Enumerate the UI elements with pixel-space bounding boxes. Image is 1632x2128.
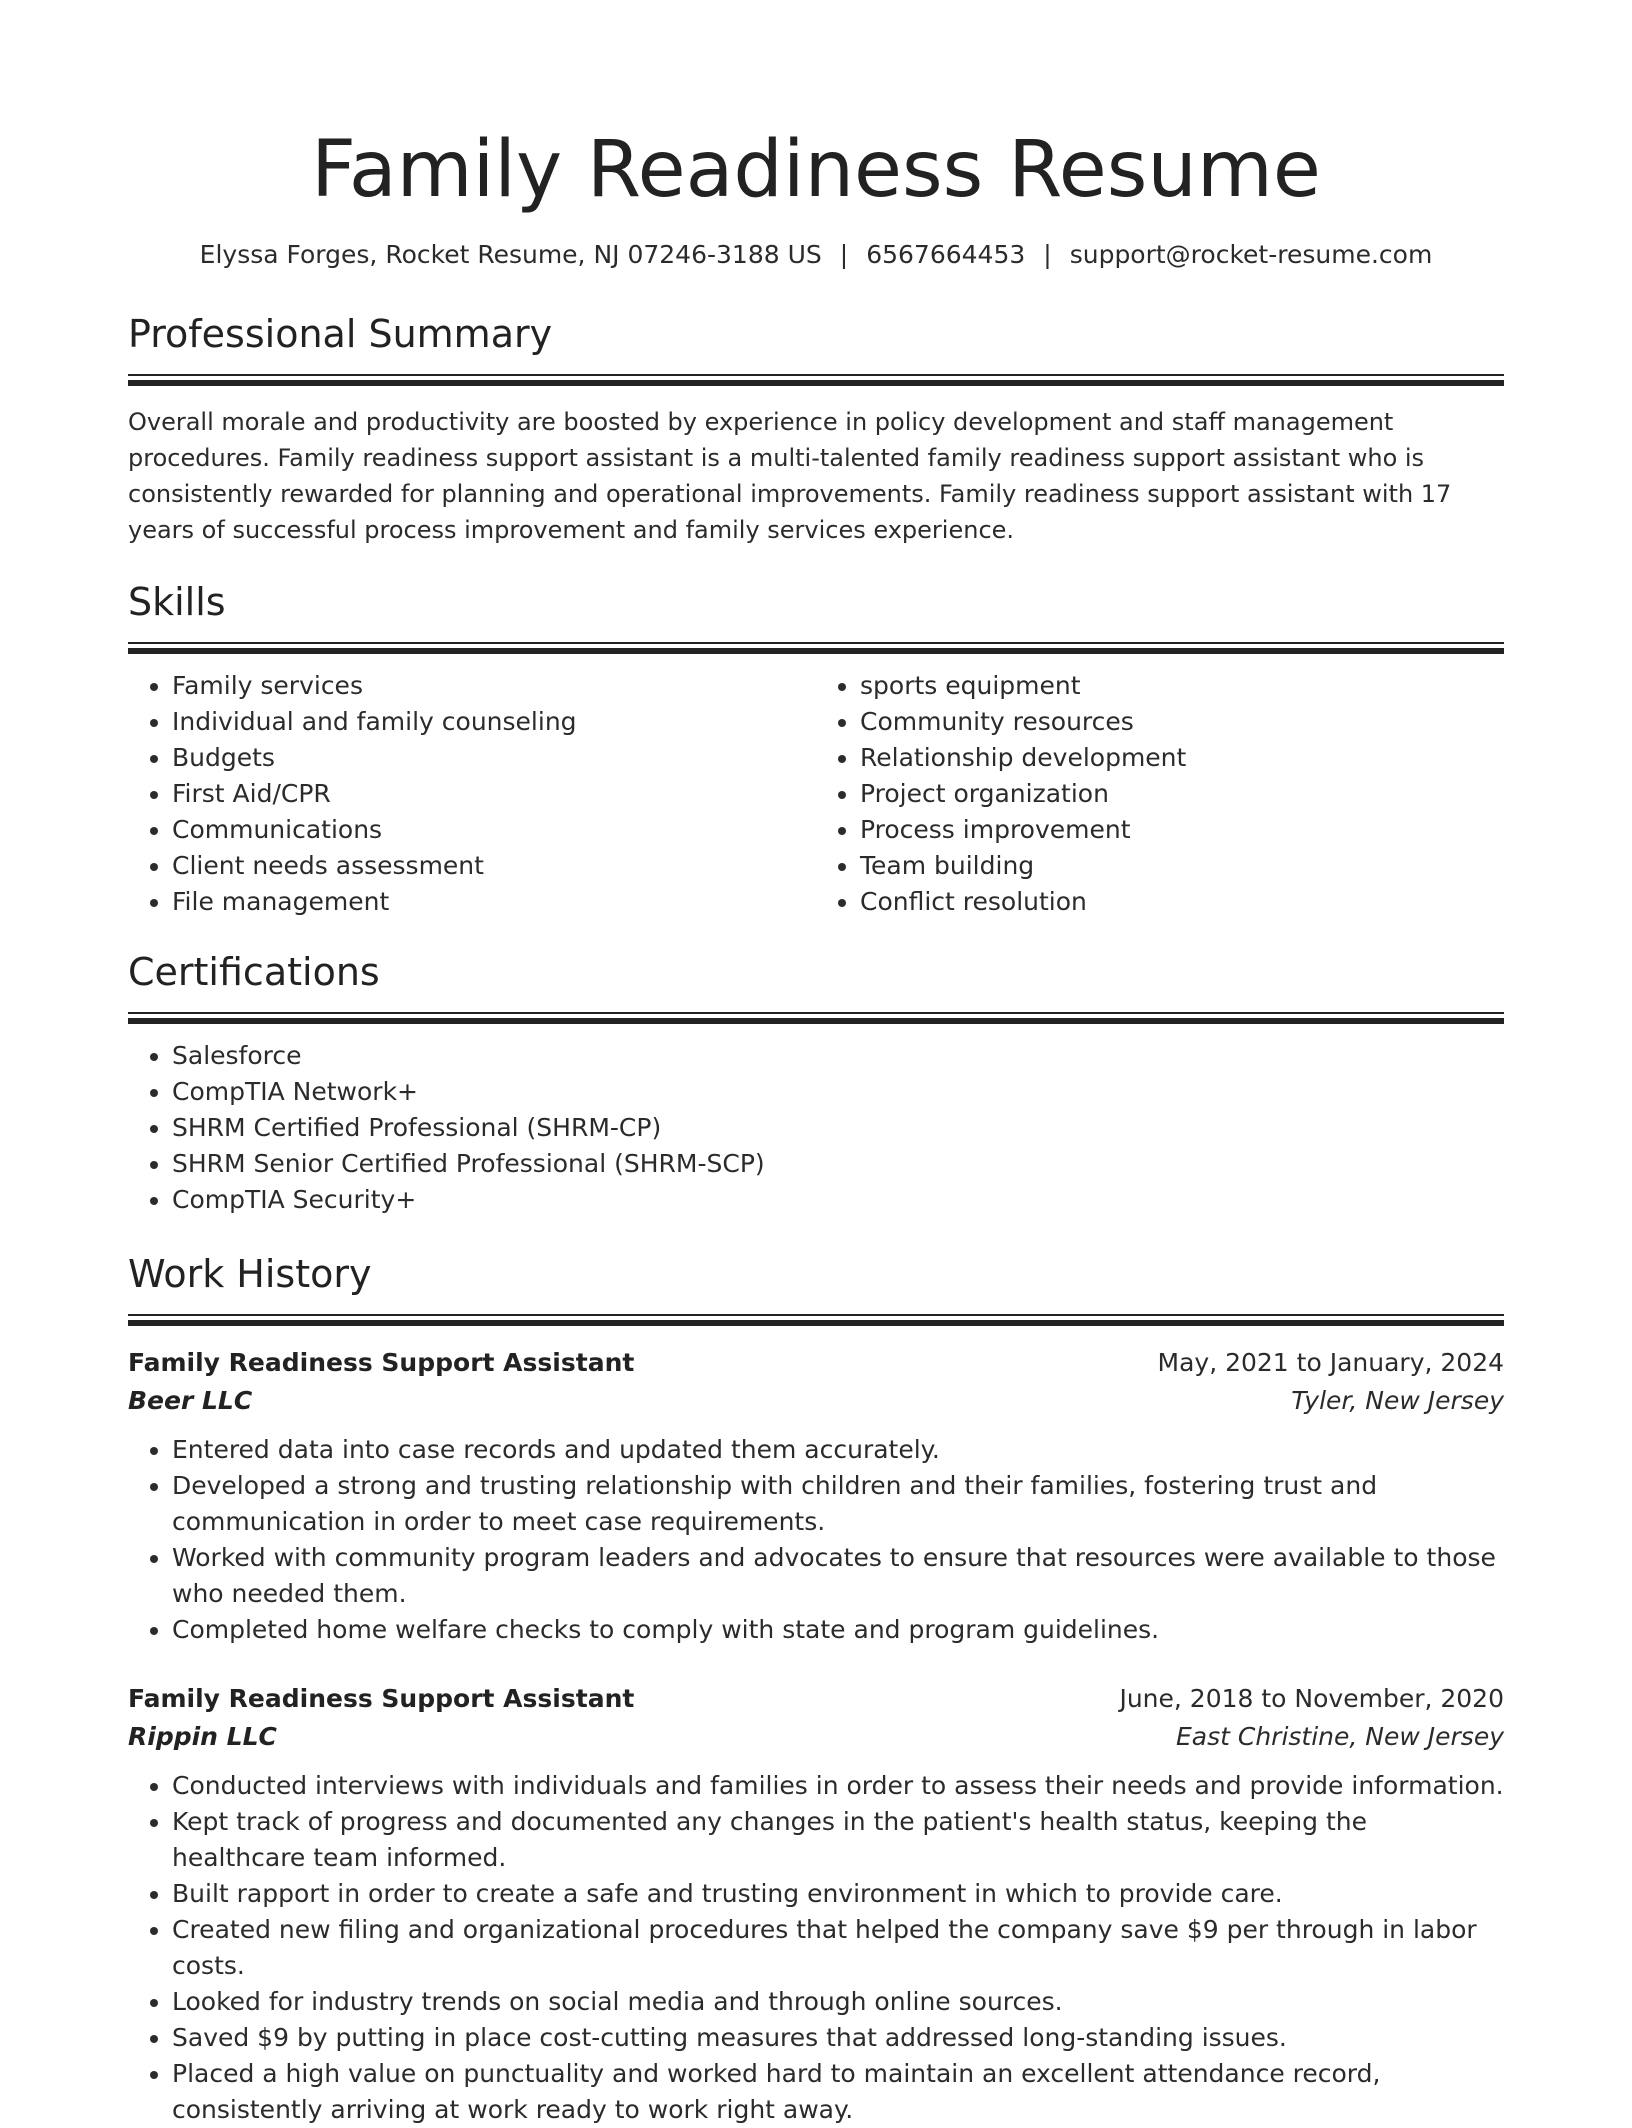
contact-line (128, 238, 1504, 272)
skills-section (128, 578, 1504, 920)
job-header-row (128, 1680, 1504, 1718)
contact-phone: 6567664453 (866, 240, 1026, 269)
job-company-row (128, 1718, 1504, 1756)
list-item: • CompTIA Network+ (172, 1074, 1504, 1110)
skills-list-left (128, 668, 816, 920)
list-item: • File management (172, 884, 816, 920)
job-bullets (128, 1768, 1504, 2128)
section-divider (128, 374, 1504, 386)
list-item: • sports equipment (860, 668, 1504, 704)
job-title: Family Readiness Support Assistant (128, 1684, 635, 1713)
section-divider (128, 1314, 1504, 1326)
job-location: Tyler, New Jersey (1291, 1386, 1504, 1415)
job-bullets (128, 1432, 1504, 1648)
job-location: East Christine, New Jersey (1175, 1722, 1504, 1751)
contact-address: Elyssa Forges, Rocket Resume, NJ 07246-3188 US (199, 240, 822, 269)
list-item: • Conducted interviews with individuals and families in order to assess their needs and provide information. (172, 1768, 1504, 1804)
list-item: • Developed a strong and trusting relationship with children and their families, fostering trust and communication in order to meet case requirements. (172, 1468, 1504, 1540)
section-divider (128, 642, 1504, 654)
list-item: • Entered data into case records and updated them accurately. (172, 1432, 1504, 1468)
list-item: • Built rapport in order to create a safe and trusting environment in which to provide care. (172, 1876, 1504, 1912)
list-item: • Conflict resolution (860, 884, 1504, 920)
contact-email: support@rocket-resume.com (1069, 240, 1433, 269)
section-heading: Skills (128, 580, 226, 624)
list-item: • Relationship development (860, 740, 1504, 776)
summary-text: Overall morale and productivity are boosted by experience in policy development and staff management procedures. Family readiness support assistant is a multi-talented family readiness support assistant who is consistently rewarded for planning and operational improvements. Family readiness support assistant with 17 years of successful process improvement and family services experience. (128, 408, 1452, 544)
list-item: • Process improvement (860, 812, 1504, 848)
section-heading: Work History (128, 1252, 372, 1296)
list-item: • Budgets (172, 740, 816, 776)
list-item: • CompTIA Security+ (172, 1182, 1504, 1218)
section-heading: Certifications (128, 950, 380, 994)
work-history-section (128, 1250, 1504, 2128)
list-item: • Salesforce (172, 1038, 1504, 1074)
skills-list-right (816, 668, 1504, 920)
skills-grid (128, 668, 1504, 920)
list-item: • Family services (172, 668, 816, 704)
job-company-row (128, 1382, 1504, 1420)
list-item: • First Aid/CPR (172, 776, 816, 812)
list-item: • Client needs assessment (172, 848, 816, 884)
contact-separator: | (839, 240, 849, 269)
section-divider (128, 1012, 1504, 1024)
job-entry (128, 1680, 1504, 2128)
list-item: • Looked for industry trends on social media and through online sources. (172, 1984, 1504, 2020)
job-entry (128, 1344, 1504, 1648)
list-item: • Completed home welfare checks to comply with state and program guidelines. (172, 1612, 1504, 1648)
list-item: • Individual and family counseling (172, 704, 816, 740)
job-dates: May, 2021 to January, 2024 (1157, 1348, 1504, 1377)
job-company: Beer LLC (128, 1386, 253, 1415)
list-item: • Team building (860, 848, 1504, 884)
job-title: Family Readiness Support Assistant (128, 1348, 635, 1377)
list-item: • SHRM Certified Professional (SHRM-CP) (172, 1110, 1504, 1146)
list-item: • Worked with community program leaders and advocates to ensure that resources were available to those who needed them. (172, 1540, 1504, 1612)
resume-title: Family Readiness Resume (311, 125, 1321, 215)
list-item: • Created new filing and organizational procedures that helped the company save $9 per through in labor costs. (172, 1912, 1504, 1984)
job-company: Rippin LLC (128, 1722, 277, 1751)
list-item: • Placed a high value on punctuality and worked hard to maintain an excellent attendance record, consistently arriving at work ready to work right away. (172, 2056, 1504, 2128)
list-item: • SHRM Senior Certified Professional (SHRM-SCP) (172, 1146, 1504, 1182)
certifications-section (128, 948, 1504, 1218)
contact-separator: | (1043, 240, 1052, 269)
list-item: • Community resources (860, 704, 1504, 740)
list-item: • Saved $9 by putting in place cost-cutting measures that addressed long-standing issues. (172, 2020, 1504, 2056)
section-heading: Professional Summary (128, 312, 553, 356)
summary-section (128, 310, 1504, 548)
job-header-row (128, 1344, 1504, 1382)
list-item: • Kept track of progress and documented any changes in the patient's health status, keeping the healthcare team informed. (172, 1804, 1504, 1876)
list-item: • Communications (172, 812, 816, 848)
job-dates: June, 2018 to November, 2020 (1119, 1684, 1504, 1713)
list-item: • Project organization (860, 776, 1504, 812)
certifications-list (128, 1038, 1504, 1218)
